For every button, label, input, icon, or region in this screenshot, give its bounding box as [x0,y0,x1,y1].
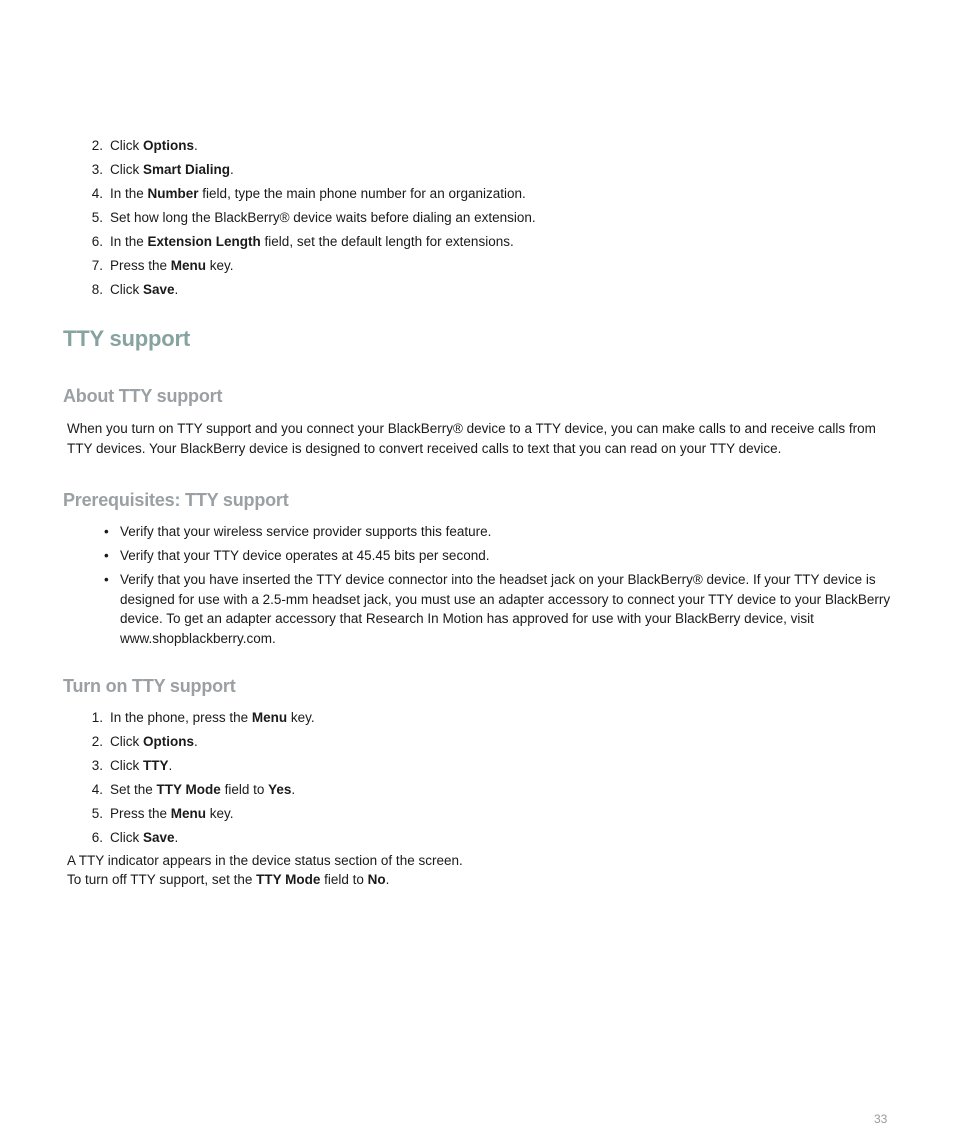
page-number: 33 [874,1112,888,1126]
prerequisites-heading: Prerequisites: TTY support [63,490,289,510]
list-item: • Verify that your wireless service provider supports this feature. [104,524,492,539]
list-item: 2. Click Options. [91,138,198,153]
list-item: 3. Click TTY. [91,758,173,773]
about-paragraph: When you turn on TTY support and you connect your BlackBerry® device to a TTY device, you can make calls to and receive calls from TTY devices. Your BlackBerry device is designed to convert received calls to text that you can read on your TTY device. [67,421,876,456]
prerequisites-list [104,522,895,653]
list-item: 5. Press the Menu key. [91,806,234,821]
list-item: 8. Click Save. [91,282,179,297]
list-item: 2. Click Options. [91,734,198,749]
list-item: 5. Set how long the BlackBerry® device waits before dialing an extension. [91,210,536,225]
turn-on-steps [91,708,910,852]
list-item: 4. Set the TTY Mode field to Yes. [91,782,296,797]
list-item: 6. Click Save. [91,830,179,845]
list-item: 7. Press the Menu key. [91,258,234,273]
list-item: 3. Click Smart Dialing. [91,162,234,177]
about-heading: About TTY support [63,386,223,406]
section-title: TTY support [63,326,190,351]
list-item: 1. In the phone, press the Menu key. [91,710,315,725]
turn-off-note: To turn off TTY support, set the TTY Mode field to No. [67,872,390,887]
indicator-note: A TTY indicator appears in the device status section of the screen. [67,853,463,868]
list-item: 4. In the Number field, type the main phone number for an organization. [91,186,526,201]
list-item: • Verify that you have inserted the TTY device connector into the headset jack on your BlackBerry® device. If your TTY device is designed for use with a 2.5-mm headset jack, you must use an adapter accessory to connect your TTY device to your BlackBerry device. To get an adapter accessory that Research In Motion has approved for use with your BlackBerry device, visit www.shopblackberry.com. [104,572,891,646]
turn-on-heading: Turn on TTY support [63,676,236,696]
list-item: • Verify that your TTY device operates at 45.45 bits per second. [104,548,490,563]
steps-list-continued [91,136,910,304]
list-item: 6. In the Extension Length field, set the default length for extensions. [91,234,514,249]
